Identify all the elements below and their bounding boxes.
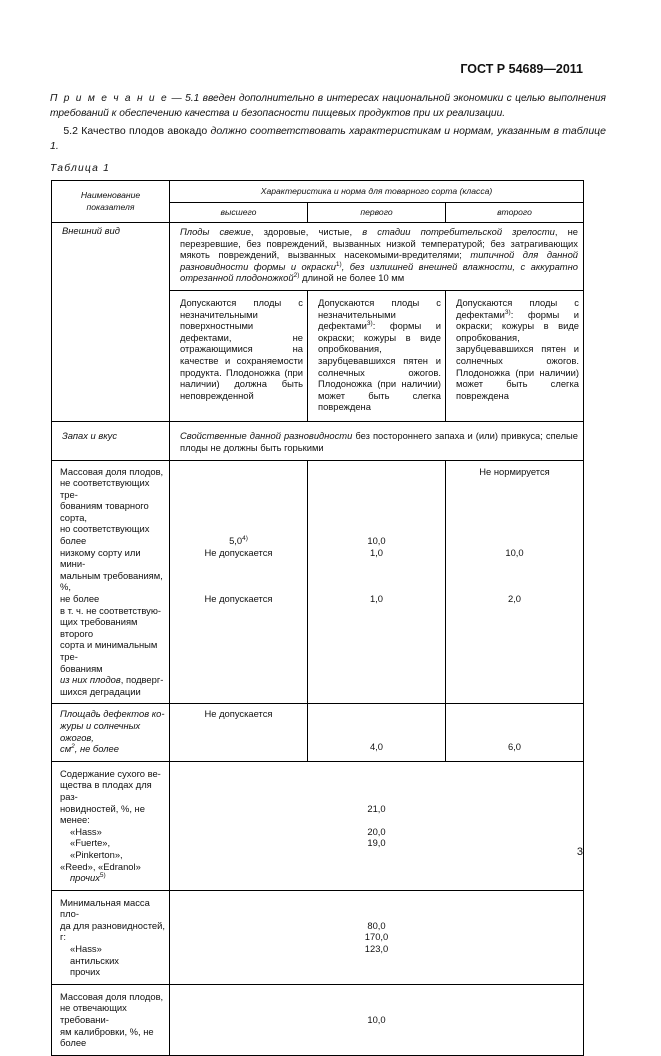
page-number: 3: [576, 846, 583, 858]
row-appearance-name: Внешний вид: [52, 223, 170, 422]
row-drymatter-name: Содержание сухого ве- щества в плодах для раз- новидностей, %, не менее: «Hass» «Fuerte», «Pinkerton», «Reed», «Edranol» прочих$^{5)}$: [52, 761, 170, 890]
col-header-grade-1: высшего: [170, 203, 308, 223]
note-text: — 5.1 введен дополнительно в интересах национальной экономики с целью выполнения требований к обеспечению качества и безопасности пищевых продуктов при их реализации.: [50, 93, 607, 119]
row-defects-grade-1: Не допускается: [170, 704, 308, 761]
quality-table: [51, 180, 584, 1056]
row-smell-name: Запах и вкус: [52, 421, 170, 460]
table-caption: Таблица 1: [50, 163, 111, 174]
row-appearance-common: Плоды свежие, здоровые, чистые, в стадии потребительской зрелости, не перезревшие, без повреждений, вызванных низкой температурой; без затрагивающих мякоть повреждений, вызванных насекомыми-вредителями; типичной для данной разновидности формы и окраски$^{1)}$, без излишней внешней влажности, с аккуратно отрезанной плодоножкой$^{2)}$ длиной не более 10 мм: [170, 223, 584, 291]
row-appearance-grade-2: Допускаются плоды с незначительными дефектами$^{3)}$: формы и окраски; кожуры в виде опробкования, зарубцевавшихся пятен и солнечных ожогов. Плодоножка (при наличии) может быть слегка повреждена: [308, 290, 446, 421]
note-label: П р и м е ч а н и е: [50, 93, 169, 104]
note-paragraph: [50, 91, 606, 121]
row-massfraction-grade-3: Не нормируется 10,0 2,0: [446, 460, 584, 704]
col-header-indicator: Наименование показателя: [52, 181, 170, 223]
row-drymatter-values: 21,0 20,0 19,0: [170, 761, 584, 890]
paragraph-5-2: [50, 124, 606, 154]
row-massfraction-name: Массовая доля плодов, не соответствующих тре- бованиям товарного сорта, но соответствующих более низкому сорту или мини- мальным требованиям, %, не более в т. ч. не соответствую- щих требованиям второго сорта и минимальным тре- бованиям из них плодов, подверг- шихся деградации: [52, 460, 170, 704]
row-defects-grade-2: 4,0: [308, 704, 446, 761]
row-smell-value: Свойственные данной разновидности без постороннего запаха и (или) привкуса; спелые плоды не должны быть горькими: [170, 421, 584, 460]
col-header-group: Характеристика и норма для товарного сорта (класса): [170, 181, 584, 203]
row-calibration-name: Массовая доля плодов, не отвечающих требовани- ям калибровки, %, не более: [52, 984, 170, 1055]
row-massfraction-grade-1: 5,0$^{4)}$ Не допускается Не допускается: [170, 460, 308, 704]
row-appearance-grade-1: Допускаются плоды с незначительными поверхностными дефектами, не отражающимися на качестве и сохраняемости продукта. Плодоножка (при наличии) должна быть неповрежденной: [170, 290, 308, 421]
paragraph-number: 5.2: [63, 125, 78, 137]
row-calibration-value: 10,0: [170, 984, 584, 1055]
row-defects-name: Площадь дефектов ко- журы и солнечных ожогов, $см^2$, не более: [52, 704, 170, 761]
row-massfraction-grade-2: 10,0 1,0 1,0: [308, 460, 446, 704]
col-header-grade-2: первого: [308, 203, 446, 223]
row-defects-grade-3: 6,0: [446, 704, 584, 761]
row-minmass-name: Минимальная масса пло- да для разновидностей, г: «Hass» антильских прочих: [52, 890, 170, 984]
paragraph-text-italic: должно соответствовать характеристикам и нормам, указанным в таблице 1.: [50, 125, 607, 152]
document-header: ГОСТ Р 54689—2011: [460, 62, 583, 76]
paragraph-text-normal: Качество плодов авокадо: [77, 125, 211, 137]
row-minmass-values: 80,0 170,0 123,0: [170, 890, 584, 984]
row-appearance-grade-3: Допускаются плоды с дефектами$^{3)}$: формы и окраски; кожуры в виде опробкования, зарубцевавшихся пятен и солнечных ожогов. Плодоножка (при наличии) может быть слегка повреждена: [446, 290, 584, 421]
col-header-grade-3: второго: [446, 203, 584, 223]
